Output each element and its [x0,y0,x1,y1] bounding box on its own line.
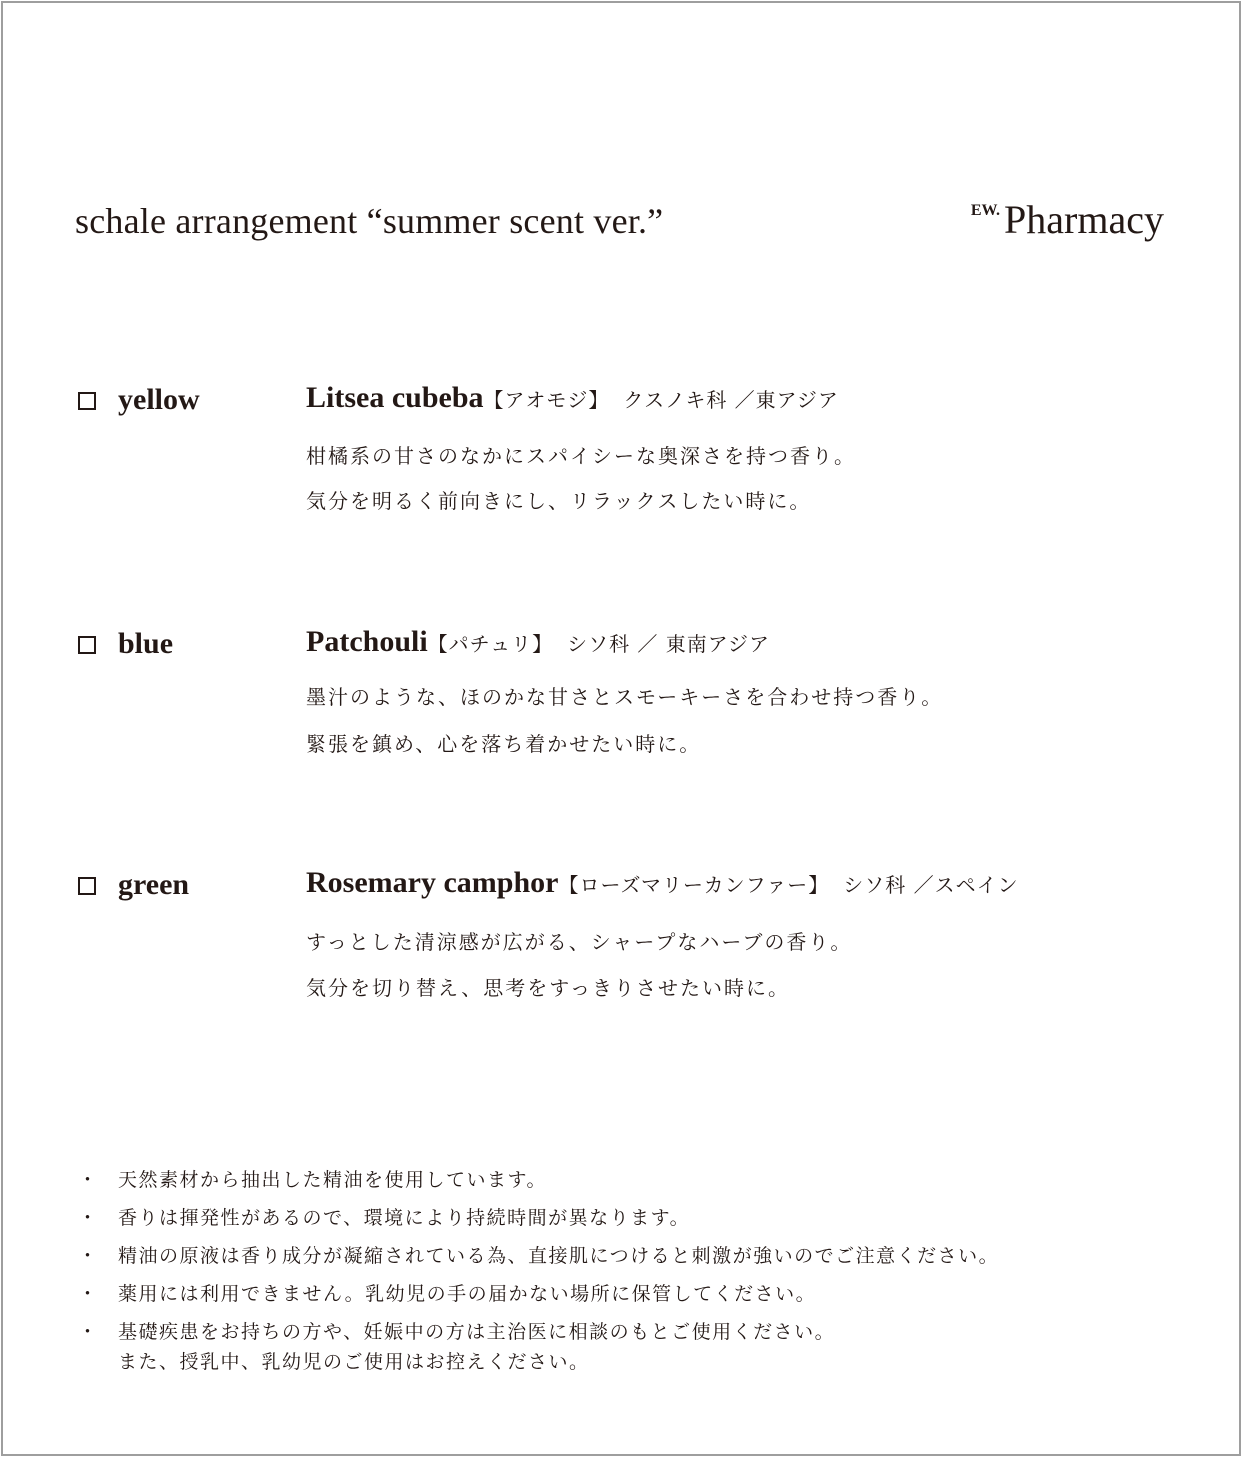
oil-usage: 緊張を鎮め、心を落ち着かせたい時に。 [306,732,702,756]
oil-name: Rosemary camphor [306,866,559,899]
bullet-icon: ・ [78,1321,99,1343]
oil-usage: 気分を切り替え、思考をすっきりさせたい時に。 [306,976,790,1000]
note-text: 香りは揮発性があるので、環境により持続時間が異なります。 [118,1207,691,1229]
note-item [78,1203,999,1233]
oil-japanese-name: 【パチュリ】 [427,632,554,656]
oil-usage: 気分を明るく前向きにし、リラックスしたい時に。 [306,489,812,513]
checkbox-yellow[interactable] [78,392,96,410]
checkbox-blue[interactable] [78,636,96,654]
note-text: 薬用には利用できません。乳幼児の手の届かない場所に保管してください。 [118,1283,817,1305]
page-title: schale arrangement “summer scent ver.” [75,201,664,241]
oil-description: すっとした清涼感が広がる、シャープなハーブの香り。 [306,930,853,954]
brand-prefix: EW. [970,202,1001,219]
caution-notes [78,1165,999,1385]
oil-family-origin: シソ科 ／ 東南アジア [567,632,770,656]
note-item [78,1241,999,1271]
note-text: 基礎疾患をお持ちの方や、妊娠中の方は主治医に相談のもとご使用ください。 [118,1321,836,1343]
color-label: blue [118,627,174,660]
color-label: green [118,868,190,901]
bullet-icon: ・ [78,1169,99,1191]
oil-name: Patchouli [306,625,428,658]
note-text: 天然素材から抽出した精油を使用しています。 [118,1169,547,1191]
brand-logo [971,196,1164,243]
oil-family-origin: クスノキ科 ／東アジア [623,388,839,412]
oil-description: 墨汁のような、ほのかな甘さとスモーキーさを合わせ持つ香り。 [306,685,944,709]
note-text: 精油の原液は香り成分が凝縮されている為、直接肌につけると刺激が強いのでご注意ください。 [118,1245,1000,1267]
oil-headline [306,866,1019,900]
note-item [78,1317,999,1377]
checkbox-green[interactable] [78,877,96,895]
brand-name: Pharmacy [1004,197,1164,242]
bullet-icon: ・ [78,1283,99,1305]
oil-headline [306,381,839,415]
bullet-icon: ・ [78,1207,99,1229]
note-item [78,1165,999,1195]
bullet-icon: ・ [78,1245,99,1267]
oil-description: 柑橘系の甘さのなかにスパイシーな奥深さを持つ香り。 [306,444,856,468]
oil-family-origin: シソ科 ／スペイン [843,873,1019,897]
oil-name: Litsea cubeba [306,381,484,414]
oil-japanese-name: 【アオモジ】 [483,388,610,412]
color-label: yellow [118,383,200,416]
note-item [78,1279,999,1309]
oil-japanese-name: 【ローズマリーカンファー】 [558,873,830,897]
note-text-continued: また、授乳中、乳幼児のご使用はお控えください。 [118,1351,590,1373]
oil-headline [306,625,770,659]
